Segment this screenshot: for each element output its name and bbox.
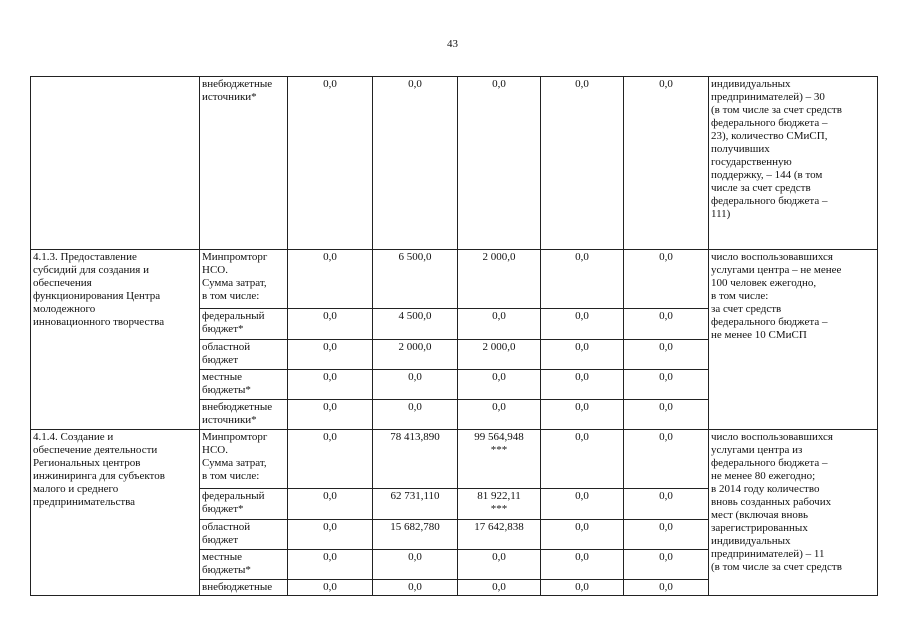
funding-source: федеральный бюджет* [200,309,288,340]
value-cell: 0,0 [458,370,541,400]
expected-result: число воспользовавшихся услугами центра – не менее 100 человек ежегодно, в том числе: за счет средств федерального бюджета – не менее 10 СМиСП [709,250,878,430]
value-cell: 0,0 [288,550,373,580]
value-cell: 0,0 [373,550,458,580]
value-cell: 0,0 [624,309,709,340]
value-cell: 0,0 [288,400,373,430]
funding-source: Минпромторг НСО. Сумма затрат, в том числе: [200,250,288,309]
value-cell: 0,0 [373,370,458,400]
value-cell: 0,0 [624,520,709,550]
funding-source: внебюджетные источники* [200,400,288,430]
budget-table [30,76,878,596]
value-cell: 0,0 [541,77,624,250]
value-cell: 0,0 [288,580,373,596]
value-cell: 0,0 [624,370,709,400]
value-cell: 62 731,110 [373,489,458,520]
value-cell: 0,0 [624,340,709,370]
funding-source: Минпромторг НСО. Сумма затрат, в том числе: [200,430,288,489]
value-cell: 0,0 [541,550,624,580]
value-cell: 0,0 [624,580,709,596]
funding-source: внебюджетные источники* [200,77,288,250]
value-cell: 0,0 [624,550,709,580]
funding-source: областной бюджет [200,340,288,370]
value-cell: 81 922,11 *** [458,489,541,520]
value-cell: 2 000,0 [458,250,541,309]
value-cell: 0,0 [288,489,373,520]
funding-source: внебюджетные [200,580,288,596]
value-cell: 0,0 [541,250,624,309]
funding-source: федеральный бюджет* [200,489,288,520]
funding-source: местные бюджеты* [200,370,288,400]
funding-source: местные бюджеты* [200,550,288,580]
value-cell: 2 000,0 [458,340,541,370]
value-cell: 0,0 [458,580,541,596]
page-number: 43 [447,38,458,50]
value-cell: 0,0 [624,489,709,520]
value-cell: 0,0 [541,309,624,340]
value-cell: 0,0 [624,77,709,250]
value-cell: 4 500,0 [373,309,458,340]
value-cell: 0,0 [624,430,709,489]
measure-description: 4.1.3. Предоставление субсидий для создания и обеспечения функционирования Центра молодежного инновационного творчества [31,250,200,430]
value-cell: 0,0 [373,400,458,430]
funding-source: областной бюджет [200,520,288,550]
expected-result: индивидуальных предпринимателей) – 30 (в том числе за счет средств федерального бюджета – 23), количество СМиСП, получивших государственную поддержку, – 144 (в том числе за счет средств федерального бюджета – 111) [709,77,878,250]
table-row [31,77,878,250]
measure-description: 4.1.4. Создание и обеспечение деятельности Региональных центров инжиниринга для субъектов малого и среднего предпринимательства [31,430,200,596]
value-cell: 0,0 [373,580,458,596]
value-cell: 0,0 [541,370,624,400]
measure-description [31,77,200,250]
value-cell: 0,0 [541,400,624,430]
value-cell: 0,0 [458,400,541,430]
value-cell: 78 413,890 [373,430,458,489]
value-cell: 0,0 [288,309,373,340]
value-cell: 0,0 [624,400,709,430]
value-cell: 0,0 [288,77,373,250]
value-cell: 0,0 [541,340,624,370]
table-row [31,430,878,489]
value-cell: 15 682,780 [373,520,458,550]
value-cell: 99 564,948 *** [458,430,541,489]
value-cell: 0,0 [541,430,624,489]
value-cell: 0,0 [288,250,373,309]
expected-result: число воспользовавшихся услугами центра из федерального бюджета – не менее 80 ежегодно; в 2014 году количество вновь созданных рабочих мест (включая вновь зарегистрированных индивидуальных предпринимателей) – 11 (в том числе за счет средств [709,430,878,596]
value-cell: 0,0 [458,309,541,340]
value-cell: 0,0 [288,340,373,370]
value-cell: 0,0 [541,489,624,520]
value-cell: 0,0 [541,520,624,550]
value-cell: 0,0 [288,370,373,400]
value-cell: 0,0 [624,250,709,309]
value-cell: 0,0 [288,520,373,550]
value-cell: 0,0 [541,580,624,596]
value-cell: 17 642,838 [458,520,541,550]
value-cell: 6 500,0 [373,250,458,309]
value-cell: 0,0 [373,77,458,250]
value-cell: 0,0 [288,430,373,489]
value-cell: 0,0 [458,77,541,250]
table-row [31,250,878,309]
value-cell: 2 000,0 [373,340,458,370]
value-cell: 0,0 [458,550,541,580]
